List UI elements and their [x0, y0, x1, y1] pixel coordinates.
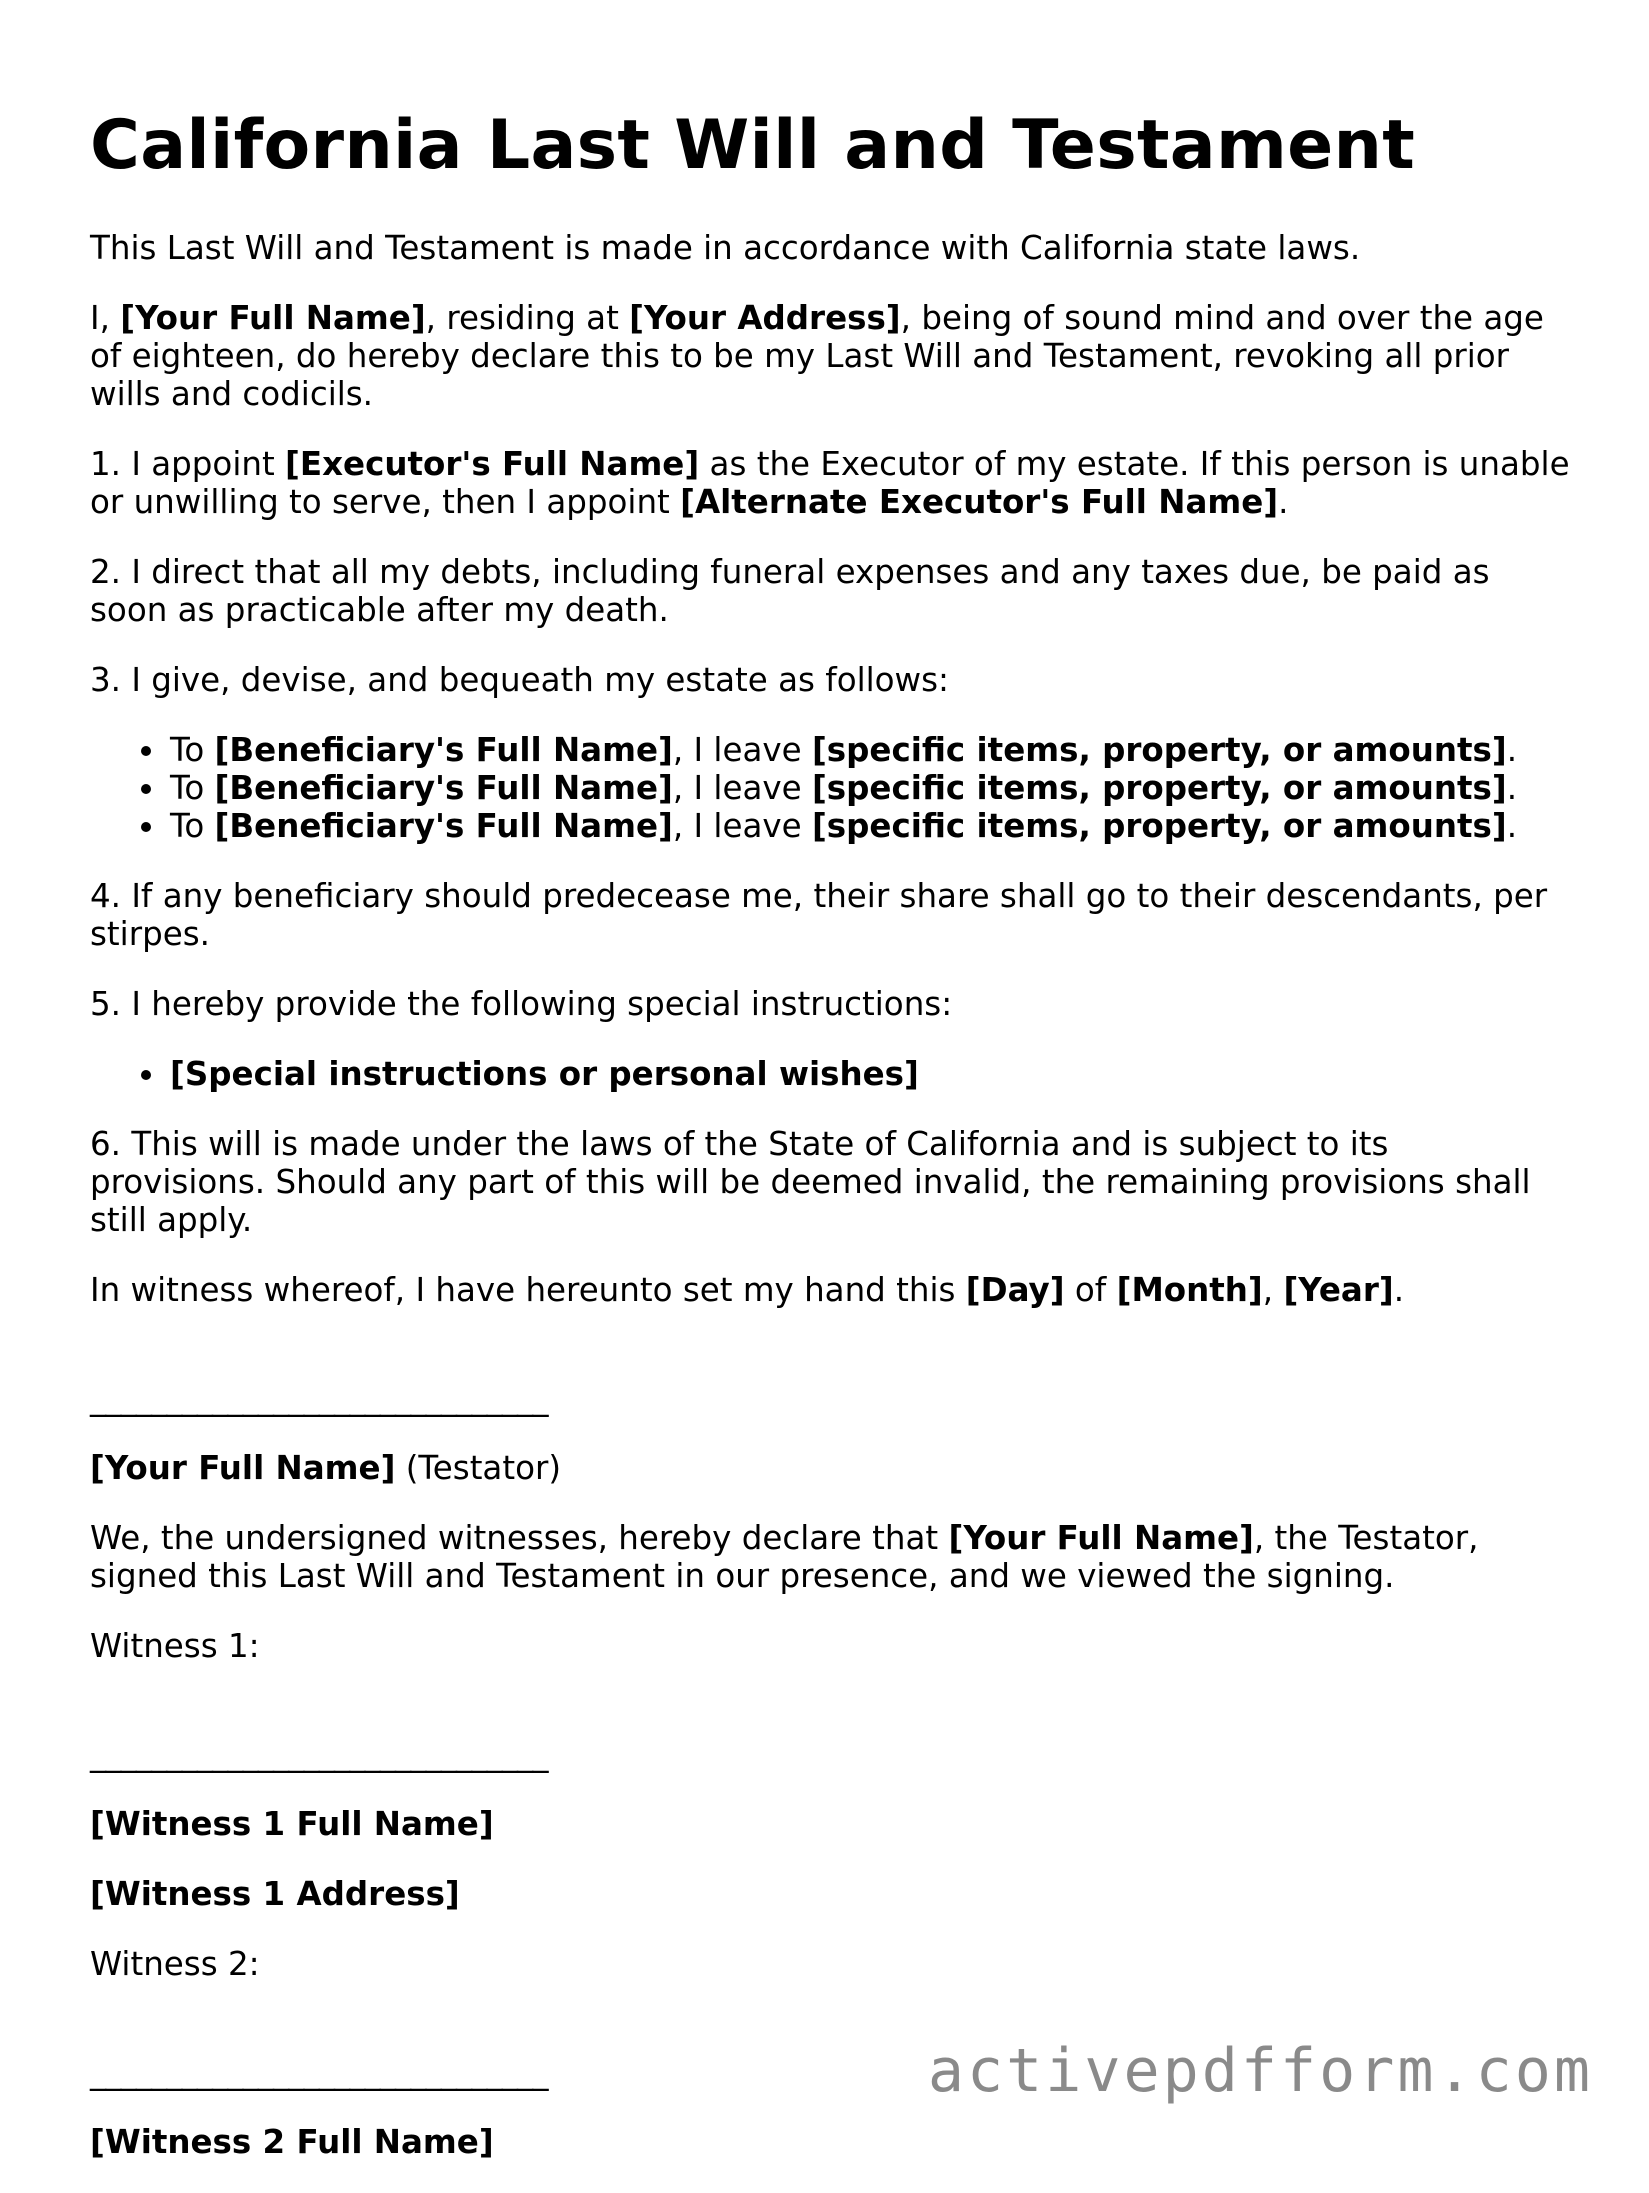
clause-bequests: 3. I give, devise, and bequeath my estate as follows: [90, 660, 949, 699]
alternate-executor-placeholder: [Alternate Executor's Full Name] [680, 482, 1279, 521]
day-placeholder: [Day] [965, 1270, 1065, 1309]
year-placeholder: [Year] [1283, 1270, 1394, 1309]
witness-2-signature-line: ______________________________ [90, 2052, 548, 2091]
clause-governing-law: 6. This will is made under the laws of the State of California and is subject to its provisions. Should any part of this will be deemed invalid, the remaining provisions shall still apply. [90, 1124, 1531, 1239]
testator-name-line: [Your Full Name] (Testator) [90, 1448, 562, 1487]
intro-paragraph: This Last Will and Testament is made in accordance with California state laws. [90, 228, 1361, 267]
witness-whereof-paragraph: In witness whereof, I have hereunto set my hand this [Day] of [Month], [Year]. [90, 1270, 1405, 1309]
items-placeholder: [specific items, property, or amounts] [811, 806, 1507, 845]
special-instructions-item [170, 1055, 1570, 1093]
special-instructions-list [90, 1055, 1570, 1093]
beneficiary-placeholder: [Beneficiary's Full Name] [214, 806, 673, 845]
spacer [90, 1341, 1570, 1379]
document-title: California Last Will and Testament [90, 106, 1416, 185]
witness-1-address: [Witness 1 Address] [90, 1874, 460, 1913]
watermark-text: activepdfform.com [927, 2036, 1593, 2106]
items-placeholder: [specific items, property, or amounts] [811, 768, 1507, 807]
clause-predecease: 4. If any beneficiary should predecease me, their share shall go to their descendants, per stirpes. [90, 876, 1548, 953]
clause-special-instructions: 5. I hereby provide the following special instructions: [90, 984, 953, 1023]
testator-name-placeholder: [Your Full Name] [120, 298, 426, 337]
witness-2-label: Witness 2: [90, 1944, 260, 1983]
bequest-list [90, 731, 1570, 845]
witness-2-name: [Witness 2 Full Name] [90, 2122, 494, 2161]
bequest-item: To [Beneficiary's Full Name], I leave [specific items, property, or amounts]. [170, 769, 1570, 807]
clause-debts: 2. I direct that all my debts, including funeral expenses and any taxes due, be paid as soon as practicable after my death. [90, 552, 1490, 629]
witness-1-label: Witness 1: [90, 1626, 260, 1665]
month-placeholder: [Month] [1116, 1270, 1263, 1309]
testator-name-placeholder: [Your Full Name] [948, 1518, 1254, 1557]
witness-1-name: [Witness 1 Full Name] [90, 1804, 494, 1843]
executor-name-placeholder: [Executor's Full Name] [285, 444, 700, 483]
testator-name-placeholder: [Your Full Name] [90, 1448, 396, 1487]
special-instructions-placeholder: [Special instructions or personal wishes] [170, 1054, 919, 1093]
beneficiary-placeholder: [Beneficiary's Full Name] [214, 768, 673, 807]
testator-signature-line: ______________________________ [90, 1378, 548, 1417]
spacer [90, 1697, 1570, 1735]
bequest-item: To [Beneficiary's Full Name], I leave [specific items, property, or amounts]. [170, 807, 1570, 845]
will-document [90, 105, 1570, 2193]
testator-address-placeholder: [Your Address] [629, 298, 901, 337]
attestation-paragraph: We, the undersigned witnesses, hereby declare that [Your Full Name], the Testator, signed this Last Will and Testament in our presence, and we viewed the signing. [90, 1518, 1479, 1595]
beneficiary-placeholder: [Beneficiary's Full Name] [214, 730, 673, 769]
declaration-paragraph: I, [Your Full Name], residing at [Your Address], being of sound mind and over the age of eighteen, do hereby declare this to be my Last Will and Testament, revoking all prior wills and codicils. [90, 298, 1544, 413]
items-placeholder: [specific items, property, or amounts] [811, 730, 1507, 769]
witness-1-signature-line: ______________________________ [90, 1734, 548, 1773]
bequest-item: To [Beneficiary's Full Name], I leave [specific items, property, or amounts]. [170, 731, 1570, 769]
clause-executor: 1. I appoint [Executor's Full Name] as the Executor of my estate. If this person is unable or unwilling to serve, then I appoint [Alternate Executor's Full Name]. [90, 444, 1570, 521]
